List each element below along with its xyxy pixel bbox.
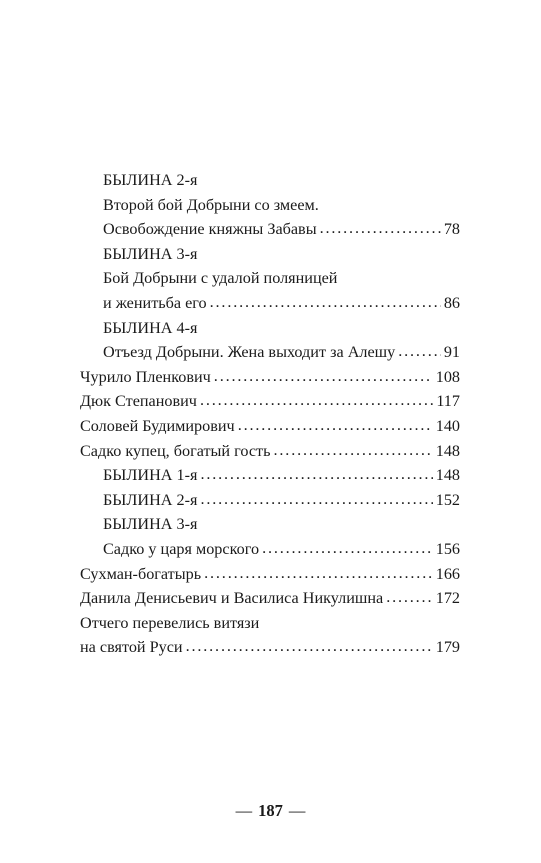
toc-entry [80, 488, 460, 513]
dot-leader [200, 462, 432, 487]
dot-leader [386, 585, 433, 610]
dot-leader [214, 364, 433, 389]
toc-entry-title: Садко купец, богатый гость [80, 441, 271, 460]
toc-entry-title: БЫЛИНА 2-я [103, 171, 198, 189]
toc-entry [80, 586, 460, 611]
dot-leader [186, 634, 433, 659]
toc-entry [80, 193, 460, 218]
toc-entry-page: 140 [435, 416, 460, 435]
dot-leader [238, 413, 433, 438]
footer-dash-left: — [235, 801, 253, 820]
dot-leader [262, 536, 433, 561]
dot-leader [204, 561, 433, 586]
toc-entry [80, 512, 460, 537]
footer-dash-right: — [288, 801, 306, 820]
toc-entry-page: 148 [435, 466, 460, 485]
toc-entry [80, 439, 460, 464]
toc-entry [80, 389, 460, 414]
page-number: 187 [258, 801, 283, 820]
dot-leader [200, 388, 433, 413]
toc-entry [80, 168, 460, 193]
toc-entry-title: Освобождение княжны Забавы [103, 220, 317, 239]
toc-entry-page: 179 [435, 638, 460, 657]
toc-entry-page: 91 [443, 343, 460, 362]
table-of-contents [80, 168, 460, 660]
toc-entry-title: БЫЛИНА 4-я [103, 318, 198, 337]
toc-entry [80, 537, 460, 562]
toc-entry-title: Чурило Пленкович [80, 367, 211, 386]
toc-entry-page: 148 [435, 441, 460, 460]
toc-entry [80, 611, 460, 636]
toc-entry-title: Отчего перевелись витязи [80, 613, 260, 632]
toc-entry-title: Садко у царя морского [103, 539, 260, 558]
toc-entry-page: 156 [435, 539, 460, 558]
toc-entry-title: Бой Добрыни с удалой поляницей [103, 269, 338, 288]
toc-entry-page: 152 [435, 490, 460, 509]
toc-entry [80, 266, 460, 291]
toc-entry-title: Соловей Будимирович [80, 416, 235, 435]
toc-entry-title: Дюк Степанович [80, 392, 197, 411]
page-footer [0, 801, 541, 821]
toc-entry [80, 340, 460, 365]
toc-entry-page: 108 [435, 367, 460, 386]
dot-leader [200, 487, 432, 512]
toc-entry [80, 291, 460, 316]
toc-entry-page: 86 [443, 293, 460, 312]
toc-entry [80, 635, 460, 660]
toc-entry-page: 117 [436, 392, 460, 411]
toc-entry [80, 562, 460, 587]
toc-entry-title: БЫЛИНА 3-я [103, 244, 198, 263]
dot-leader [210, 290, 441, 315]
toc-entry-title: Второй бой Добрыни со змеем. [103, 195, 319, 214]
toc-entry [80, 414, 460, 439]
toc-entry [80, 463, 460, 488]
toc-entry [80, 316, 460, 341]
toc-entry-title: БЫЛИНА 1-я [103, 466, 198, 485]
toc-entry-page: 78 [443, 220, 460, 239]
dot-leader [274, 438, 433, 463]
dot-leader [398, 339, 441, 364]
toc-entry [80, 365, 460, 390]
toc-entry-title: БЫЛИНА 2-я [103, 490, 198, 509]
toc-entry-title: Данила Денисьевич и Василиса Никулишна [80, 589, 384, 608]
toc-entry-title: на святой Руси [80, 638, 183, 657]
toc-entry-title: Сухман-богатырь [80, 564, 202, 583]
toc-entry-page: 166 [435, 564, 460, 583]
toc-entry-title: и женитьба его [103, 293, 207, 312]
toc-entry-title: БЫЛИНА 3-я [103, 515, 198, 534]
toc-entry [80, 217, 460, 242]
toc-entry-page: 172 [435, 589, 460, 608]
toc-entry-title: Отъезд Добрыни. Жена выходит за Алешу [103, 343, 396, 362]
toc-entry [80, 242, 460, 267]
dot-leader [320, 216, 441, 241]
